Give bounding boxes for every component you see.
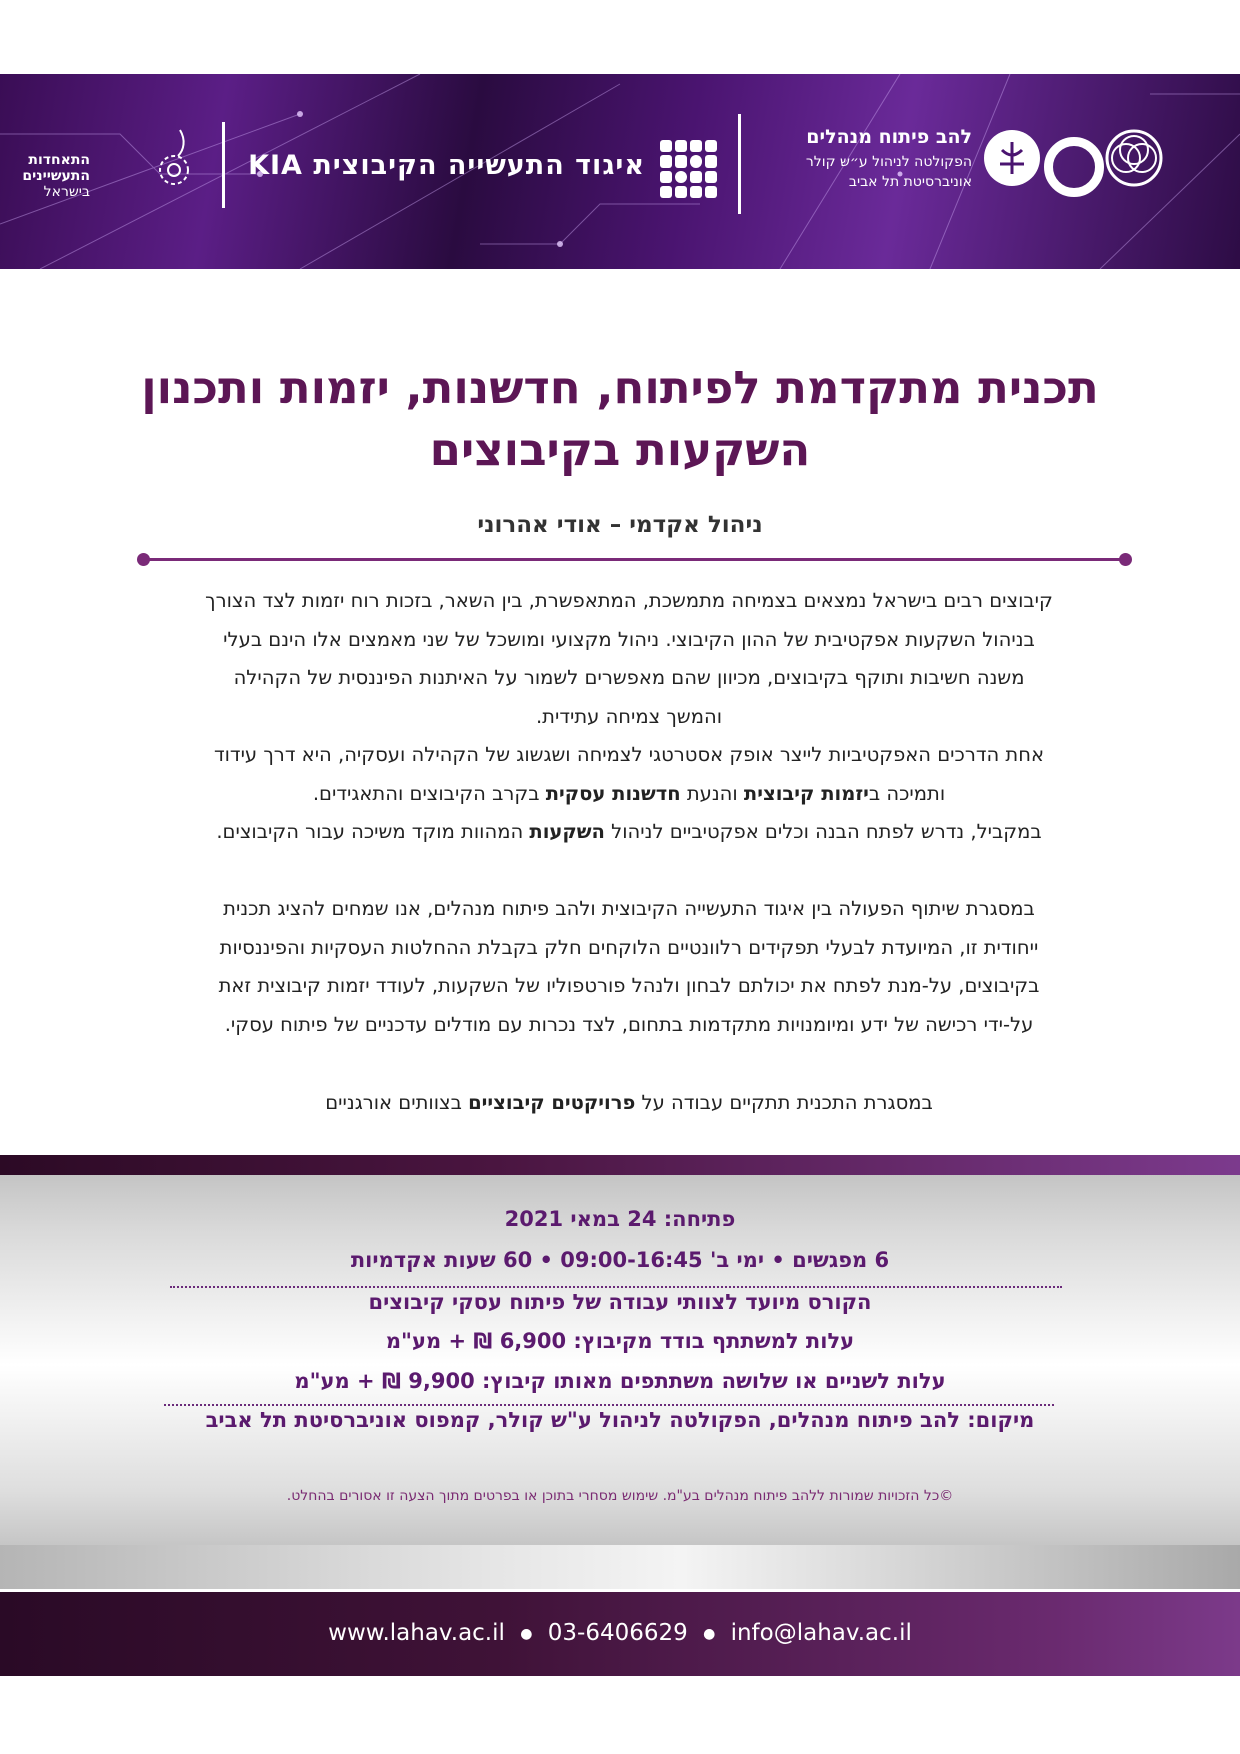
schedule: 6 מפגשים • ימי ב' 09:00-16:45 • 60 שעות אקדמיות bbox=[350, 1248, 890, 1272]
lahav-university: אוניברסיטת תל אביב bbox=[848, 174, 972, 190]
grey-strip bbox=[0, 1545, 1240, 1589]
text-run: במקביל, נדרש לפתח הבנה וכלים אפקטיביים לניהול bbox=[604, 820, 1042, 843]
banner-divider-left bbox=[222, 122, 225, 208]
text-run: והנעת bbox=[680, 781, 744, 805]
kia-logo-icon bbox=[660, 140, 718, 198]
text-run: במסגרת התכנית תתקיים עבודה על bbox=[635, 1091, 933, 1114]
kia-name: איגוד התעשייה הקיבוצית KIA bbox=[248, 150, 645, 181]
title-divider bbox=[143, 558, 1125, 561]
opening-date: פתיחה: 24 במאי 2021 bbox=[504, 1207, 736, 1231]
email-link[interactable]: info@lahav.ac.il bbox=[730, 1620, 912, 1646]
header-banner bbox=[0, 74, 1240, 269]
intro-paragraph bbox=[148, 582, 1110, 852]
industrialists-line1: התאחדות bbox=[28, 152, 90, 168]
gear-emblem-icon bbox=[150, 126, 198, 196]
bold-text: השקעות bbox=[529, 820, 605, 843]
lahav-title: להב פיתוח מנהלים bbox=[806, 126, 972, 148]
info-top-bar bbox=[0, 1155, 1240, 1175]
partnership-line: במסגרת שיתוף הפעולה בין איגוד התעשייה הקיבוצית ולהב פיתוח מנהלים, אנו שמחים להציג תכנית bbox=[223, 897, 1035, 920]
investments-line bbox=[148, 813, 1110, 852]
price-single: עלות למשתתף בודד מקיבוץ: 6,900 ₪ + מע"מ bbox=[385, 1329, 855, 1353]
intro-line: קיבוצים רבים בישראל נמצאים בצמיחה מתמשכת, המתאפשרת, בין השאר, בזכות רוח יזמות לצד הצורך bbox=[205, 589, 1053, 612]
partnership-line: על-ידי רכישה של ידע ומיומנויות מתקדמות בתחום, לצד נכרות עם מודלים עדכניים של פיתוח עסקי. bbox=[224, 1012, 1034, 1036]
bold-text: יזמות קיבוצית bbox=[743, 781, 869, 805]
banner-divider-right bbox=[738, 114, 741, 214]
intro-line: בניהול השקעות אפקטיבית של ההון הקיבוצי. ניהול מקצועי ומושכל של שני מאמצים אלו הינם בעלי bbox=[223, 627, 1035, 651]
intro-line: משנה חשיבות ותוקף בקיבוצים, מכיוון שהם מאפשרים לשמור על האיתנות הפיננסית של הקהילה bbox=[233, 666, 1025, 689]
entrepreneurship-line: אחת הדרכים האפקטיביות לייצר אופק אסטרטגי לצמיחה ושגשוג של הקהילה ועסקיה, היא דרך עידוד bbox=[213, 743, 1045, 766]
partnership-line: בקיבוצים, על-מנת לפתח את יכולתם לבחון ולנהל פורטפוליו של השקעות, לעודד יזמות קיבוצית זאת bbox=[218, 974, 1040, 997]
text-run: המהוות מוקד משיכה עבור הקיבוצים. bbox=[216, 820, 530, 843]
text-run: בקרב הקיבוצים והתאגידים. bbox=[312, 781, 546, 805]
intro-line: והמשך צמיחה עתידית. bbox=[535, 704, 723, 728]
industrialists-line3: בישראל bbox=[43, 184, 90, 200]
ring-logo-icon bbox=[1044, 137, 1104, 197]
footer-contacts bbox=[0, 1620, 1240, 1646]
audience: הקורס מיועד לצוותי עבודה של פיתוח עסקי קיבוצים bbox=[368, 1290, 872, 1314]
tau-emblem-icon bbox=[984, 130, 1040, 186]
projects-line bbox=[148, 1084, 1110, 1123]
academic-director: ניהול אקדמי – אודי אהרוני bbox=[477, 512, 763, 538]
bold-text: חדשנות עסקית bbox=[545, 781, 681, 805]
lahav-faculty: הפקולטה לניהול ע״ש קולר bbox=[805, 154, 972, 170]
circles-logo-icon bbox=[1104, 128, 1164, 188]
projects-paragraph bbox=[148, 1084, 1110, 1123]
info-divider bbox=[170, 1286, 1062, 1288]
website-link[interactable]: www.lahav.ac.il bbox=[328, 1620, 505, 1646]
rule-dot-right bbox=[1119, 553, 1132, 566]
separator-dot-icon: ● bbox=[520, 1625, 533, 1642]
bold-text: פרויקטים קיבוציים bbox=[468, 1091, 636, 1114]
page-title-line1: תכנית מתקדמת לפיתוח, חדשנות, יזמות ותכנון bbox=[141, 361, 1099, 414]
entrepreneurship-line bbox=[148, 775, 1110, 814]
industrialists-line2: התעשיינים bbox=[22, 168, 90, 184]
page-title-line2: השקעות בקיבוצים bbox=[429, 423, 811, 476]
price-group: עלות לשניים או שלושה משתתפים מאותו קיבוץ: 9,900 ₪ + מע"מ bbox=[294, 1369, 946, 1393]
info-divider bbox=[164, 1404, 1054, 1406]
copyright-notice: ©כל הזכויות שמורות ללהב פיתוח מנהלים בע"מ. שימוש מסחרי בתוכן או בפרטים מתוך הצעה זו אסורים בהחלט. bbox=[286, 1488, 954, 1504]
phone-number[interactable]: 03-6406629 bbox=[547, 1620, 688, 1646]
text-run: בצוותים אורגניים bbox=[325, 1091, 469, 1114]
partnership-line: ייחודית זו, המיועדת לבעלי תפקידים רלוונטיים הלוקחים חלק בקבלת ההחלטות העסקיות והפיננסיות bbox=[219, 935, 1039, 959]
separator-dot-icon: ● bbox=[703, 1625, 716, 1642]
text-run: ותמיכה ב bbox=[868, 781, 946, 805]
partnership-paragraph bbox=[148, 890, 1110, 1044]
location: מיקום: להב פיתוח מנהלים, הפקולטה לניהול ע"ש קולר, קמפוס אוניברסיטת תל אביב bbox=[205, 1408, 1035, 1432]
